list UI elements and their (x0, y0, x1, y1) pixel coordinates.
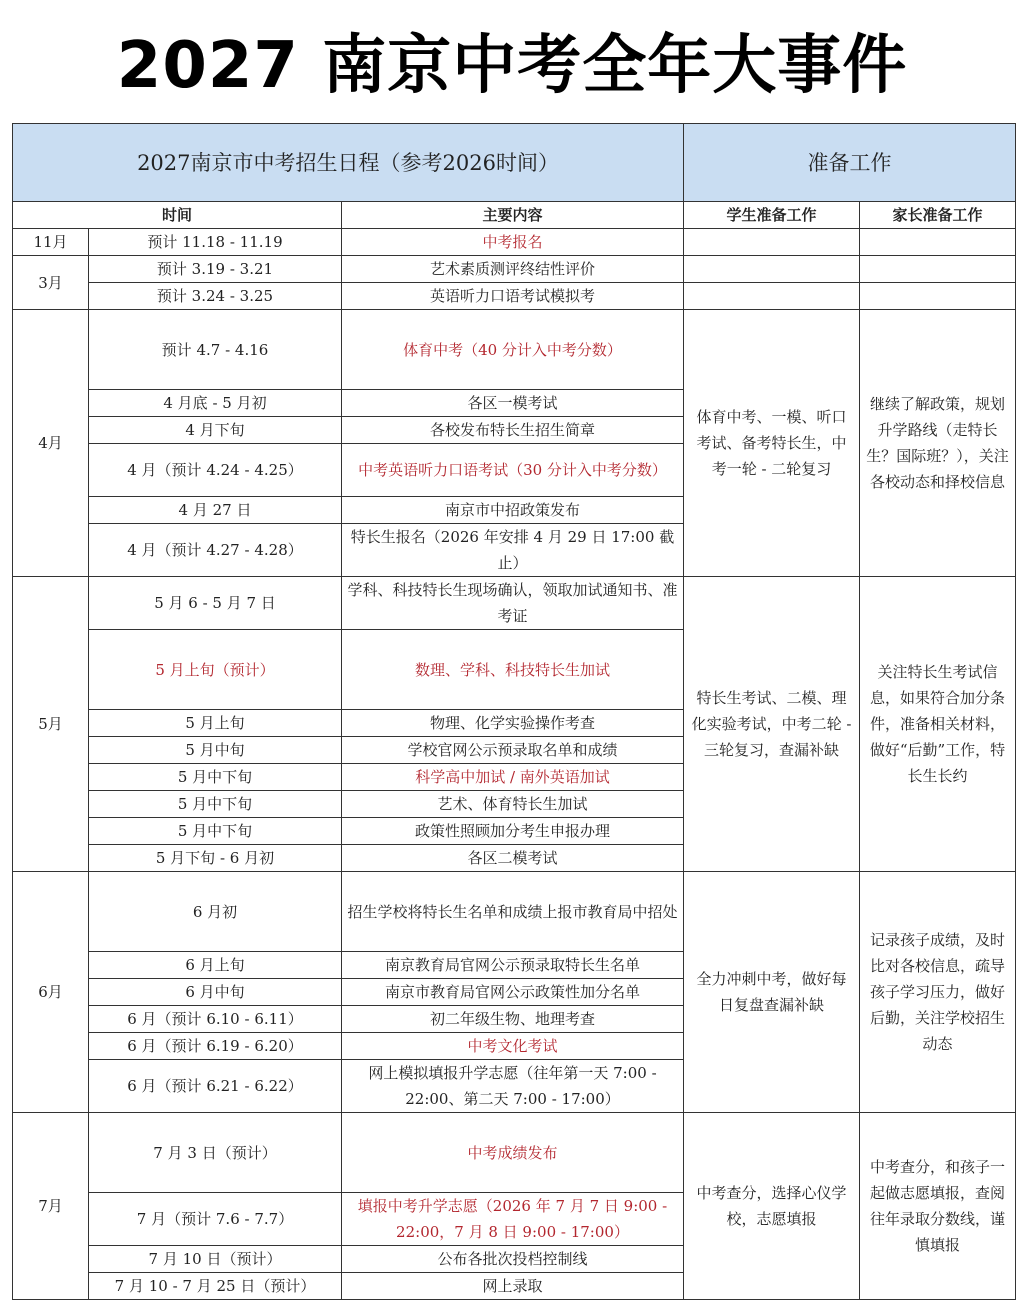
content-cell: 南京市教育局官网公示政策性加分名单 (342, 979, 684, 1006)
time-cell: 7 月 10 - 7 月 25 日（预计） (89, 1273, 342, 1300)
parent-prep-may: 关注特长生考试信息，如果符合加分条件，准备相关材料，做好“后勤”工作，特长生长约 (860, 577, 1016, 872)
content-cell: 中考报名 (342, 229, 684, 256)
content-cell: 艺术素质测评终结性评价 (342, 256, 684, 283)
content-cell: 公布各批次投档控制线 (342, 1246, 684, 1273)
col-student-header: 学生准备工作 (684, 202, 860, 229)
col-content-header: 主要内容 (342, 202, 684, 229)
prep-header: 准备工作 (684, 124, 1016, 202)
time-cell: 预计 3.19 - 3.21 (89, 256, 342, 283)
time-cell: 4 月（预计 4.27 - 4.28） (89, 524, 342, 577)
content-cell: 初二年级生物、地理考查 (342, 1006, 684, 1033)
time-cell: 6 月初 (89, 872, 342, 952)
time-cell: 6 月（预计 6.21 - 6.22） (89, 1060, 342, 1113)
time-cell: 6 月（预计 6.10 - 6.11） (89, 1006, 342, 1033)
month-cell-nov: 11月 (13, 229, 89, 256)
table-row (13, 310, 1016, 390)
time-cell: 预计 3.24 - 3.25 (89, 283, 342, 310)
time-cell: 4 月下旬 (89, 417, 342, 444)
content-cell: 各区一模考试 (342, 390, 684, 417)
table-row (13, 229, 1016, 256)
parent-prep-cell (860, 256, 1016, 283)
content-cell: 南京市中招政策发布 (342, 497, 684, 524)
student-prep-apr: 体育中考、一模、听口考试、备考特长生，中考一轮 - 二轮复习 (684, 310, 860, 577)
content-cell: 政策性照顾加分考生申报办理 (342, 818, 684, 845)
content-cell: 填报中考升学志愿（2026 年 7 月 7 日 9:00 - 22:00，7 月 8 日 9:00 - 17:00） (342, 1193, 684, 1246)
time-cell: 5 月上旬 (89, 710, 342, 737)
table-row (13, 256, 1016, 283)
content-cell: 科学高中加试 / 南外英语加试 (342, 764, 684, 791)
content-cell: 艺术、体育特长生加试 (342, 791, 684, 818)
content-cell: 特长生报名（2026 年安排 4 月 29 日 17:00 截止） (342, 524, 684, 577)
time-cell: 5 月中下旬 (89, 791, 342, 818)
time-cell: 5 月 6 - 5 月 7 日 (89, 577, 342, 630)
month-cell-jul: 7月 (13, 1113, 89, 1300)
content-cell: 学校官网公示预录取名单和成绩 (342, 737, 684, 764)
content-cell: 学科、科技特长生现场确认，领取加试通知书、准考证 (342, 577, 684, 630)
student-prep-jul: 中考查分，选择心仪学校，志愿填报 (684, 1113, 860, 1300)
content-cell: 数理、学科、科技特长生加试 (342, 630, 684, 710)
table-row (13, 577, 1016, 630)
content-cell: 英语听力口语考试模拟考 (342, 283, 684, 310)
col-time-header: 时间 (13, 202, 342, 229)
time-cell: 7 月 10 日（预计） (89, 1246, 342, 1273)
content-cell: 中考文化考试 (342, 1033, 684, 1060)
student-prep-may: 特长生考试、二模、理化实验考试，中考二轮 - 三轮复习，查漏补缺 (684, 577, 860, 872)
time-cell: 5 月中旬 (89, 737, 342, 764)
time-cell: 5 月上旬（预计） (89, 630, 342, 710)
parent-prep-cell (860, 229, 1016, 256)
time-cell: 6 月中旬 (89, 979, 342, 1006)
time-cell: 5 月中下旬 (89, 764, 342, 791)
content-cell: 各区二模考试 (342, 845, 684, 872)
content-cell: 各校发布特长生招生简章 (342, 417, 684, 444)
parent-prep-apr: 继续了解政策，规划升学路线（走特长生？国际班？），关注各校动态和择校信息 (860, 310, 1016, 577)
content-cell: 物理、化学实验操作考查 (342, 710, 684, 737)
time-cell: 7 月 3 日（预计） (89, 1113, 342, 1193)
table-row (13, 1113, 1016, 1193)
parent-prep-cell (860, 283, 1016, 310)
student-prep-cell (684, 283, 860, 310)
content-cell: 中考英语听力口语考试（30 分计入中考分数） (342, 444, 684, 497)
time-cell: 4 月（预计 4.24 - 4.25） (89, 444, 342, 497)
content-cell: 南京教育局官网公示预录取特长生名单 (342, 952, 684, 979)
parent-prep-jun: 记录孩子成绩，及时比对各校信息，疏导孩子学习压力，做好后勤，关注学校招生动态 (860, 872, 1016, 1113)
time-cell: 4 月底 - 5 月初 (89, 390, 342, 417)
content-cell: 网上模拟填报升学志愿（往年第一天 7:00 - 22:00、第二天 7:00 - 17:00） (342, 1060, 684, 1113)
content-cell: 体育中考（40 分计入中考分数） (342, 310, 684, 390)
student-prep-cell (684, 256, 860, 283)
table-row (13, 283, 1016, 310)
parent-prep-jul: 中考查分，和孩子一起做志愿填报，查阅往年录取分数线，谨慎填报 (860, 1113, 1016, 1300)
time-cell: 6 月上旬 (89, 952, 342, 979)
time-cell: 预计 4.7 - 4.16 (89, 310, 342, 390)
col-parent-header: 家长准备工作 (860, 202, 1016, 229)
content-cell: 招生学校将特长生名单和成绩上报市教育局中招处 (342, 872, 684, 952)
schedule-table (12, 123, 1016, 1300)
time-cell: 6 月（预计 6.19 - 6.20） (89, 1033, 342, 1060)
month-cell-apr: 4月 (13, 310, 89, 577)
time-cell: 5 月中下旬 (89, 818, 342, 845)
page-title: 2027 南京中考全年大事件 (116, 29, 908, 103)
schedule-header: 2027南京市中考招生日程（参考2026时间） (13, 124, 684, 202)
month-cell-mar: 3月 (13, 256, 89, 310)
month-cell-may: 5月 (13, 577, 89, 872)
content-cell: 网上录取 (342, 1273, 684, 1300)
time-cell: 预计 11.18 - 11.19 (89, 229, 342, 256)
month-cell-jun: 6月 (13, 872, 89, 1113)
time-cell: 4 月 27 日 (89, 497, 342, 524)
student-prep-cell (684, 229, 860, 256)
table-row (13, 872, 1016, 952)
time-cell: 5 月下旬 - 6 月初 (89, 845, 342, 872)
student-prep-jun: 全力冲刺中考，做好每日复盘查漏补缺 (684, 872, 860, 1113)
content-cell: 中考成绩发布 (342, 1113, 684, 1193)
time-cell: 7 月（预计 7.6 - 7.7） (89, 1193, 342, 1246)
